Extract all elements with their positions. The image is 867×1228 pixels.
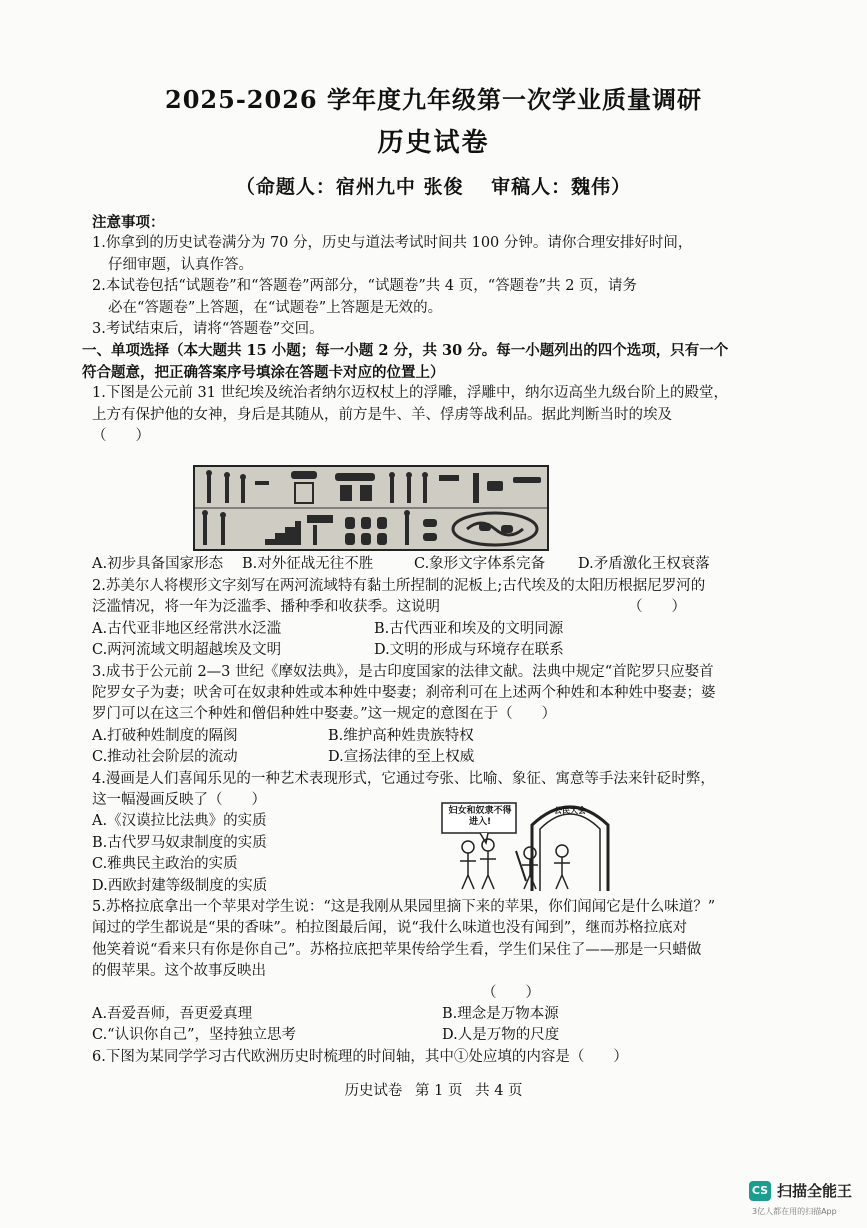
q4-option-b: B.古代罗马奴隶制度的实质 — [92, 834, 267, 851]
q3-options-row2 — [92, 747, 792, 768]
q5-option-b: B.理念是万物本源 — [442, 1006, 559, 1022]
q5-paren: （ ） — [482, 984, 540, 1001]
q1-stem-cont: 上方有保护他的女神，身后是其随从，前方是牛、羊、俘虏等战利品。据此判断当时的埃及 — [92, 406, 672, 423]
q5-option-c: C.“认识你自己”，坚持独立思考 — [92, 1027, 297, 1044]
q2-options-row1 — [92, 619, 792, 640]
footer-page: 第 1 页 — [415, 1083, 463, 1099]
q3-stem-cont2: 罗门可以在这三个种姓和僧侣种姓中娶妻。”这一规定的意图在于（ ） — [92, 706, 557, 723]
q2-option-c: C.两河流域文明超越埃及文明 — [92, 642, 282, 659]
q1-option-c: C.象形文字体系完备 — [414, 556, 546, 573]
q2-option-b: B.古代西亚和埃及的文明同源 — [374, 620, 564, 637]
section-1-heading-cont: 符合题意，把正确答案序号填涂在答题卡对应的位置上） — [82, 363, 445, 381]
q4-option-a: A.《汉谟拉比法典》的实质 — [92, 813, 267, 830]
footer-name: 历史试卷 — [344, 1083, 403, 1099]
q1-paren: （ ） — [92, 428, 150, 445]
q2-stem: 2.苏美尔人将楔形文字刻写在两河流域特有黏土所捏制的泥板上;古代埃及的太阳历根据尼罗河的 — [92, 577, 706, 594]
cartoon-sign-text: 妇女和奴隶不得进入! — [448, 806, 512, 827]
q5-options-row2 — [92, 1025, 792, 1046]
watermark-app-name: 扫描全能王 — [777, 1182, 853, 1200]
q3-stem-cont: 陀罗女子为妻；吠舍可在奴隶种姓或本种姓中娶妻；刹帝利可在上述两个种姓和本种姓中娶妻；婆 — [92, 684, 716, 701]
note-2: 2.本试卷包括“试题卷”和“答题卷”两部分，“试题卷”共 4 页，“答题卷”共 2 页，请务 — [92, 278, 638, 295]
q2-paren: （ ） — [628, 599, 686, 616]
q5-stem-cont: 闻过的学生都说是“果的香味”。柏拉图最后闻，说“我什么味道也没有闻到”，继而苏格拉底对 — [92, 920, 688, 937]
watermark-tagline: 3亿人都在用的扫描App — [752, 1207, 837, 1216]
q3-option-a: A.打破种姓制度的隔阂 — [92, 727, 238, 744]
q2-options-row2 — [92, 640, 792, 661]
note-1: 1.你拿到的历史试卷满分为 70 分，历史与道法考试时间共 100 分钟。请你合理安排好时间， — [92, 235, 693, 252]
camscanner-logo-icon: CS — [749, 1181, 771, 1201]
q5-option-d: D.人是万物的尺度 — [442, 1027, 560, 1044]
q5-option-a: A.吾爱吾师，吾更爱真理 — [92, 1006, 253, 1022]
q5-stem-cont3: 的假苹果。这个故事反映出 — [92, 963, 266, 980]
note-3: 3.考试结束后，请将“答题卷”交回。 — [92, 321, 324, 338]
relief-drawing — [195, 467, 547, 549]
q6-stem: 6.下图为某同学学习古代欧洲历史时梳理的时间轴，其中①处应填的内容是（ ） — [92, 1048, 628, 1065]
q5-stem-cont2: 他笑着说“看来只有你是你自己”。苏格拉底把苹果传给学生看，学生们呆住了——那是一只蜡做 — [92, 941, 702, 958]
q4-stem-cont: 这一幅漫画反映了（ ） — [92, 791, 266, 808]
page-footer — [0, 1079, 867, 1100]
exam-body — [82, 212, 792, 1068]
section-1-heading: 一、单项选择（本大题共 15 小题；每一小题 2 分，共 30 分。每一小题列出的四个选项，只有一个 — [82, 342, 729, 360]
exam-authors: （命题人：宿州九中 张俊 审稿人：魏伟） — [235, 176, 632, 198]
q3-option-c: C.推动社会阶层的流动 — [92, 749, 238, 766]
q5-stem: 5.苏格拉底拿出一个苹果对学生说：“这是我刚从果园里摘下来的苹果，你们闻闻它是什么味道？” — [92, 898, 716, 915]
q4-option-c: C.雅典民主政治的实质 — [92, 856, 238, 873]
q1-option-d: D.矛盾激化王权衰落 — [578, 556, 710, 573]
q3-option-b: B.维护高种姓贵族特权 — [328, 727, 474, 744]
q3-stem: 3.成书于公元前 2—3 世纪《摩奴法典》，是古印度国家的法律文献。法典中规定“首陀罗只应娶首 — [92, 663, 714, 680]
q2-stem-cont — [92, 597, 792, 618]
q2-stem-text: 泛滥情况，将一年为泛滥季、播种季和收获季。这说明 — [92, 599, 440, 616]
note-1-cont: 仔细审题，认真作答。 — [108, 256, 253, 273]
q3-options-row1 — [92, 726, 792, 747]
q2-option-a: A.古代亚非地区经常洪水泛滥 — [92, 620, 282, 637]
q1-stem: 1.下图是公元前 31 世纪埃及统治者纳尔迈权杖上的浮雕，浮雕中，纳尔迈高坐九级台阶上的殿堂， — [92, 385, 728, 402]
narmer-relief-image — [193, 465, 549, 551]
q4-option-d: D.西欧封建等级制度的实质 — [92, 877, 268, 894]
q1-option-b: B.对外征战无往不胜 — [242, 556, 374, 573]
q1-options — [92, 554, 792, 575]
notes-heading: 注意事项： — [92, 214, 165, 231]
q2-option-d: D.文明的形成与环境存在联系 — [374, 642, 564, 659]
exam-title: 2025-2026 学年度九年级第一次学业质量调研 — [165, 85, 702, 114]
note-2-cont: 必在“答题卷”上答题，在“试题卷”上答题是无效的。 — [108, 299, 443, 316]
q4-stem: 4.漫画是人们喜闻乐见的一种艺术表现形式，它通过夸张、比喻、象征、寓意等手法来针砭时弊， — [92, 770, 715, 787]
q1-option-a: A.初步具备国家形态 — [92, 556, 224, 573]
cartoon-arch-text: 公民大会 — [554, 806, 586, 815]
q3-option-d: D.宣扬法律的至上权威 — [328, 749, 475, 766]
assembly-cartoon — [440, 795, 610, 895]
footer-total: 共 4 页 — [475, 1083, 523, 1099]
exam-subtitle: 历史试卷 — [377, 128, 490, 158]
q5-options-row1 — [92, 1004, 792, 1025]
scanner-watermark — [749, 1180, 852, 1201]
